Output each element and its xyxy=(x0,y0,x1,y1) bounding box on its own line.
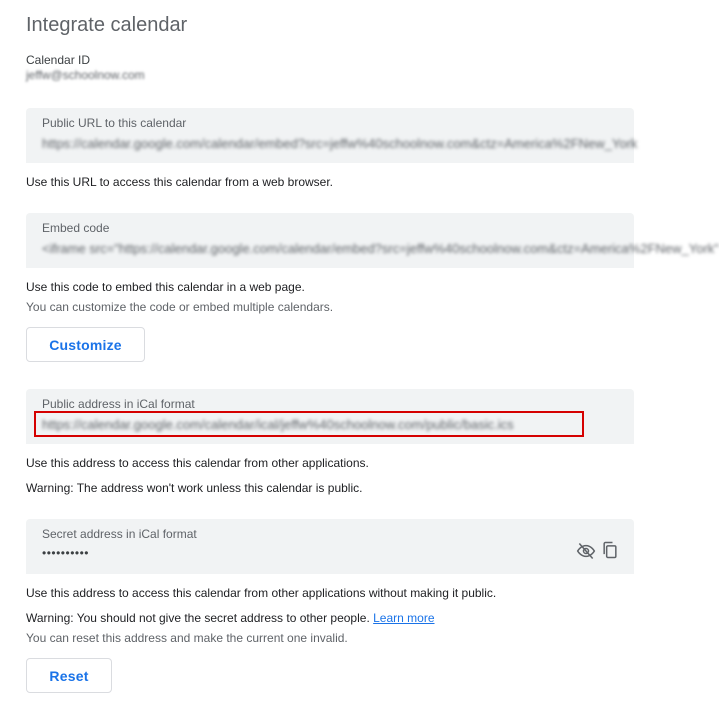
visibility-off-icon[interactable] xyxy=(576,541,596,561)
calendar-id-label: Calendar ID xyxy=(26,53,91,67)
embed-code-help: Use this code to embed this calendar in a web page. xyxy=(26,280,305,294)
public-ical-warning: Warning: The address won't work unless this calendar is public. xyxy=(26,481,363,495)
secret-ical-help-secondary: You can reset this address and make the current one invalid. xyxy=(26,631,348,645)
page-title: Integrate calendar xyxy=(26,14,188,36)
public-ical-value[interactable]: https://calendar.google.com/calendar/ical/jeffw%40schoolnow.com/public/basic.ics xyxy=(42,417,514,432)
public-url-field[interactable] xyxy=(26,108,638,163)
secret-ical-value[interactable]: •••••••••• xyxy=(42,546,90,560)
public-ical-label: Public address in iCal format xyxy=(42,397,195,411)
learn-more-link[interactable]: Learn more xyxy=(373,611,435,625)
calendar-id-value: jeffw@schoolnow.com xyxy=(26,68,145,82)
public-ical-field[interactable] xyxy=(26,389,634,444)
embed-code-help-secondary: You can customize the code or embed multiple calendars. xyxy=(26,300,334,314)
secret-ical-help: Use this address to access this calendar from other applications without making it public. xyxy=(26,586,497,600)
public-url-label: Public URL to this calendar xyxy=(42,116,187,130)
public-url-value[interactable]: https://calendar.google.com/calendar/embed?src=jeffw%40schoolnow.com&ctz=America%2FNew_York xyxy=(42,136,638,151)
embed-code-field[interactable] xyxy=(26,213,719,268)
embed-code-value[interactable]: <iframe src="https://calendar.google.com/calendar/embed?src=jeffw%40schoolnow.com&ctz=America%2FNew_York" xyxy=(42,241,719,256)
secret-ical-warning: Warning: You should not give the secret address to other people. xyxy=(26,611,370,625)
public-ical-help: Use this address to access this calendar from other applications. xyxy=(26,456,369,470)
secret-ical-field[interactable] xyxy=(26,519,634,574)
copy-icon[interactable] xyxy=(600,540,620,560)
customize-button[interactable]: Customize xyxy=(26,327,145,362)
reset-button[interactable]: Reset xyxy=(26,658,112,693)
secret-ical-label: Secret address in iCal format xyxy=(42,527,197,541)
secret-ical-warning-line xyxy=(26,611,435,625)
public-url-help: Use this URL to access this calendar from a web browser. xyxy=(26,175,334,189)
embed-code-label: Embed code xyxy=(42,221,110,235)
